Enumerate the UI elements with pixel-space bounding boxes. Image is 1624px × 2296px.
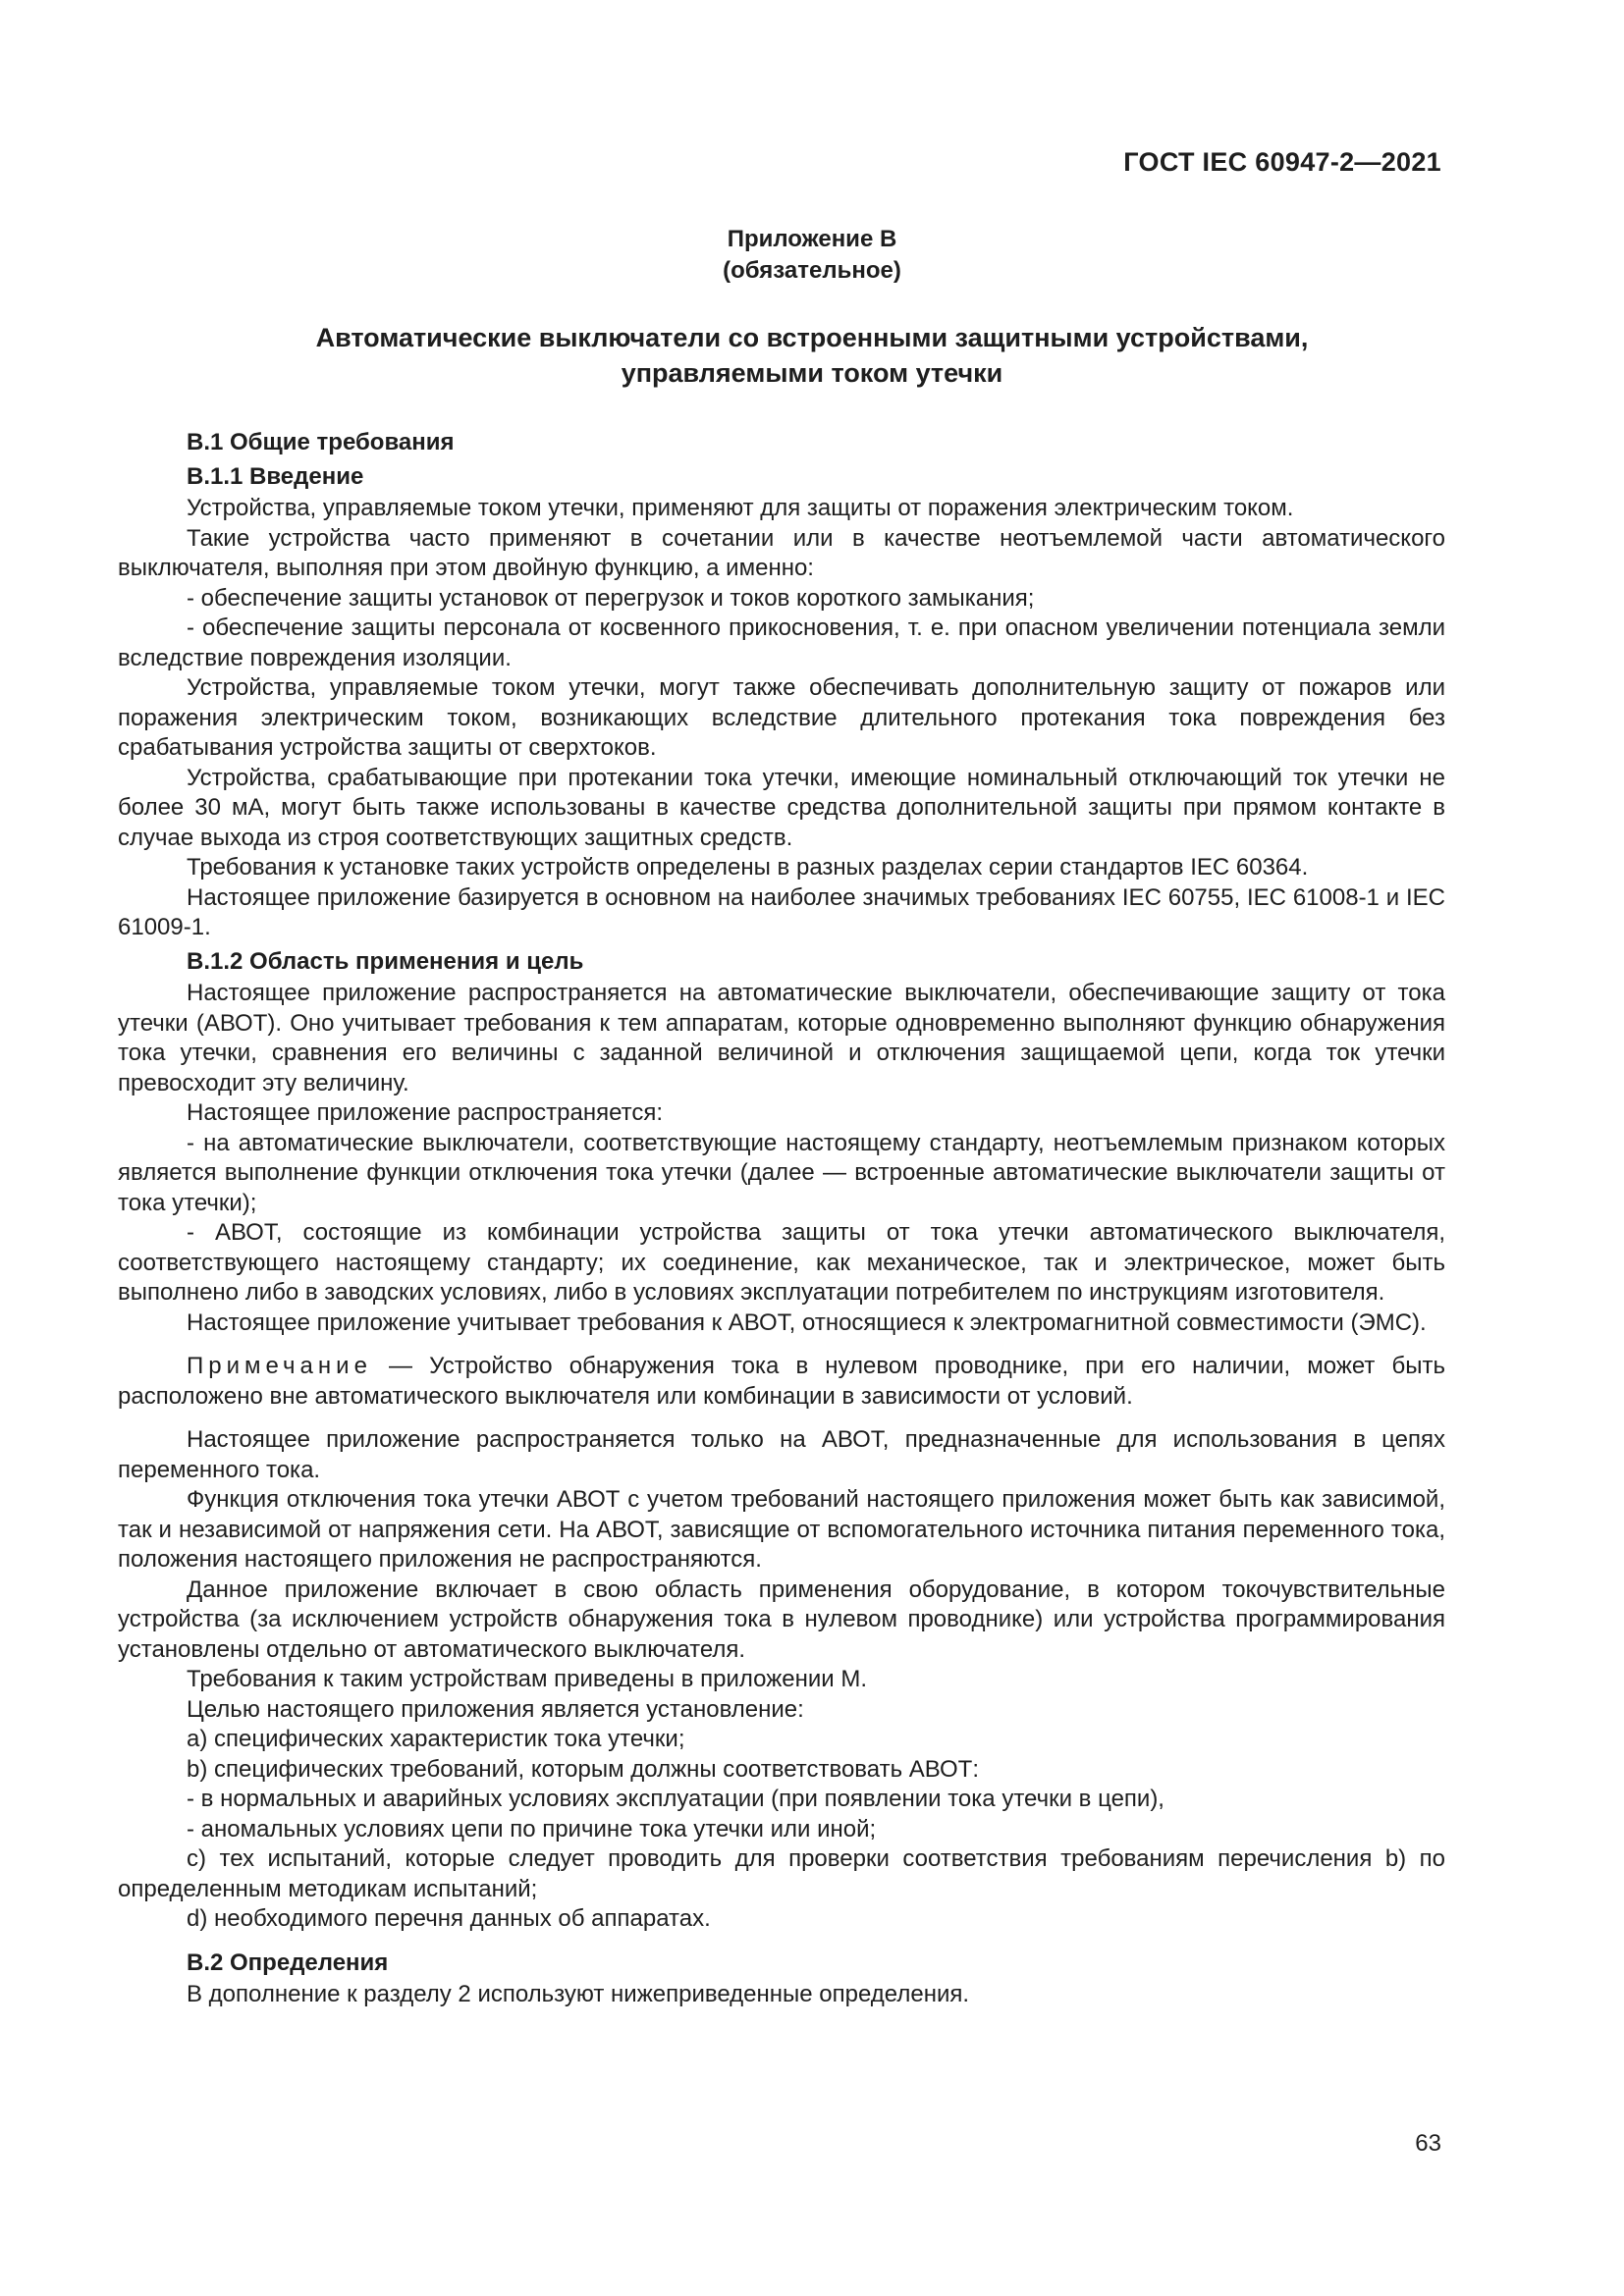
- list-item-a: a) специфических характеристик тока утечки;: [187, 1726, 685, 1752]
- paragraph: Устройства, управляемые током утечки, могут также обеспечивать дополнительную защиту от пожаров или поражения электрическим током, возникающих вследствие длительного протекания тока повреждения без срабатывания устройства защиты от сверхтоков.: [118, 674, 1445, 761]
- section-heading-b2: B.2 Определения: [187, 1949, 389, 1976]
- annex-status: (обязательное): [723, 257, 901, 284]
- paragraph: Устройства, управляемые током утечки, применяют для защиты от поражения электрическим током.: [187, 495, 1294, 521]
- list-item: - на автоматические выключатели, соответствующие настоящему стандарту, неотъемлемым признаком которых является выполнение функции отключения тока утечки (далее — встроенные автоматические выключатели защиты от тока утечки);: [118, 1129, 1445, 1216]
- paragraph: Данное приложение включает в свою область применения оборудование, в котором токочувствительные устройства (за исключением устройств обнаружения тока в нулевом проводнике) или устройства программирования установлены отдельно от автоматического выключателя.: [118, 1575, 1445, 1663]
- list-item: - обеспечение защиты установок от перегрузок и токов короткого замыкания;: [187, 584, 1035, 612]
- paragraph: Требования к таким устройствам приведены в приложении M.: [187, 1666, 867, 1692]
- note-label: Примечание: [187, 1353, 372, 1379]
- standard-designation: ГОСТ IEC 60947-2—2021: [1123, 147, 1441, 177]
- paragraph: Функция отключения тока утечки АВОТ с учетом требований настоящего приложения может быть как зависимой, так и независимой от напряжения сети. На АВОТ, зависящие от вспомогательного источника питания переменного тока, положения настоящего приложения не распространяются.: [118, 1486, 1445, 1573]
- annex-title-line-2: управляемыми током утечки: [621, 358, 1003, 388]
- paragraph: Настоящее приложение базируется в основном на наиболее значимых требованиях IEC 60755, IEC 61008-1 и IEC 61009-1.: [118, 883, 1445, 940]
- annex-label-block: [0, 224, 1624, 287]
- section-heading-b11: B.1.1 Введение: [187, 462, 364, 490]
- paragraph: Настоящее приложение распространяется на автоматические выключатели, обеспечивающие защиту от тока утечки (АВОТ). Оно учитывает требования к тем аппаратам, которые одновременно выполняют функцию обнаружения тока утечки, сравнения его величины с заданной величиной и отключения защищаемой цепи, когда ток утечки превосходит эту величину.: [118, 980, 1445, 1096]
- page-number: 63: [1415, 2130, 1441, 2157]
- paragraph: Настоящее приложение учитывает требования к АВОТ, относящиеся к электромагнитной совместимости (ЭМС).: [187, 1308, 1427, 1336]
- paragraph: Такие устройства часто применяют в сочетании или в качестве неотъемлемой части автоматического выключателя, выполняя при этом двойную функцию, а именно:: [118, 524, 1445, 581]
- annex-title: [0, 320, 1624, 391]
- paragraph: Настоящее приложение распространяется:: [187, 1099, 664, 1126]
- paragraph: В дополнение к разделу 2 используют нижеприведенные определения.: [187, 1981, 970, 2007]
- list-item-b: b) специфических требований, которым должны соответствовать АВОТ:: [187, 1755, 979, 1783]
- document-body: [118, 428, 1445, 2010]
- paragraph: Требования к установке таких устройств определены в разных разделах серии стандартов IEC 60364.: [187, 854, 1309, 881]
- list-item-d: d) необходимого перечня данных об аппаратах.: [187, 1905, 711, 1932]
- note: [118, 1352, 1445, 1412]
- list-item: - обеспечение защиты персонала от косвенного прикосновения, т. е. при опасном увеличении потенциала земли вследствие повреждения изоляции.: [118, 614, 1445, 671]
- annex-label: Приложение B: [727, 226, 897, 252]
- note-text: — Устройство обнаружения тока в нулевом проводнике, при его наличии, может быть расположено вне автоматического выключателя или комбинации в зависимости от условий.: [118, 1353, 1445, 1410]
- paragraph: Устройства, срабатывающие при протекании тока утечки, имеющие номинальный отключающий ток утечки не более 30 мА, могут быть также использованы в качестве средства дополнительной защиты при прямом контакте в случае выхода из строя соответствующих защитных средств.: [118, 764, 1445, 851]
- paragraph: Целью настоящего приложения является установление:: [187, 1695, 804, 1723]
- section-heading-b1: B.1 Общие требования: [187, 429, 455, 455]
- list-item-c: c) тех испытаний, которые следует проводить для проверки соответствия требованиям перечисления b) по определенным методикам испытаний;: [118, 1845, 1445, 1902]
- list-item: - в нормальных и аварийных условиях эксплуатации (при появлении тока утечки в цепи),: [187, 1786, 1164, 1812]
- annex-title-line-1: Автоматические выключатели со встроенными защитными устройствами,: [315, 323, 1309, 352]
- list-item: - аномальных условиях цепи по причине тока утечки или иной;: [187, 1815, 877, 1842]
- section-heading-b12: B.1.2 Область применения и цель: [187, 947, 584, 975]
- paragraph: Настоящее приложение распространяется только на АВОТ, предназначенные для использования в цепях переменного тока.: [118, 1426, 1445, 1483]
- list-item: - АВОТ, состоящие из комбинации устройства защиты от тока утечки автоматического выключателя, соответствующего настоящему стандарту; их соединение, как механическое, так и электрическое, может быть выполнено либо в заводских условиях, либо в условиях эксплуатации потребителем по инструкциям изготовителя.: [118, 1219, 1445, 1306]
